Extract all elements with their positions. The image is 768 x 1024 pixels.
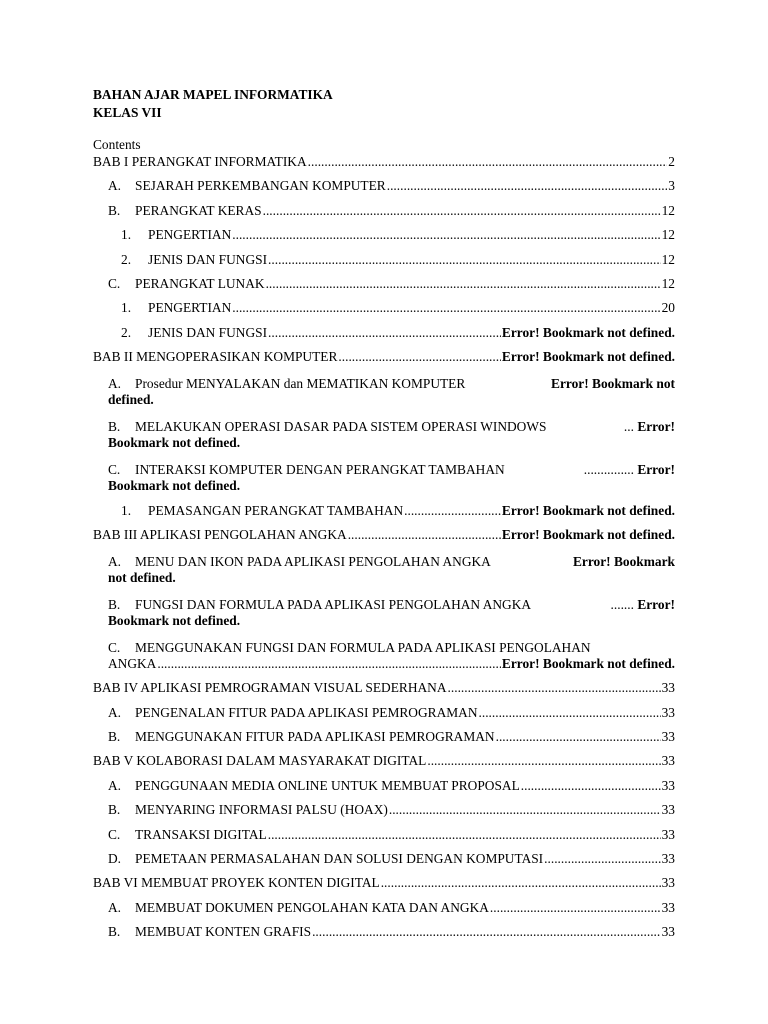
toc-entry-text: MEMBUAT KONTEN GRAFIS <box>135 924 312 940</box>
toc-entry-number: A. <box>108 899 122 915</box>
toc-entry-page: 33 <box>661 753 675 769</box>
toc-entry-text: BAB III APLIKASI PENGOLAHAN ANGKA <box>93 526 347 542</box>
toc-entry-number: 1. <box>121 502 132 518</box>
toc-entry-text: INTERAKSI KOMPUTER DENGAN PERANGKAT TAMBAHAN <box>135 462 505 478</box>
toc-entry-number: B. <box>108 202 121 218</box>
toc-entry-page: 33 <box>661 924 675 940</box>
toc-entry[interactable] <box>93 341 675 365</box>
toc-leader-dots <box>308 154 668 170</box>
toc-entry-page: 33 <box>661 802 675 818</box>
toc-entry-text: TRANSAKSI DIGITAL <box>135 826 267 842</box>
toc-entry-page: 33 <box>661 680 675 696</box>
toc-entry-page: Error! Bookmark not defined. <box>501 655 675 671</box>
toc-entry-page: Error! <box>637 596 675 612</box>
document-title <box>93 86 333 122</box>
toc-entry-number: C. <box>108 275 121 291</box>
toc-entry-page: 33 <box>661 875 675 891</box>
toc-leader-dots <box>266 276 661 292</box>
toc-entry-text: JENIS DAN FUNGSI <box>148 324 268 340</box>
toc-entry[interactable] <box>93 818 675 842</box>
toc-entry-page: 12 <box>661 275 675 291</box>
toc-leader-dots <box>427 753 660 769</box>
toc-entry[interactable] <box>93 170 675 194</box>
toc-entry-text: PENGGUNAAN MEDIA ONLINE UNTUK MEMBUAT PROPOSAL <box>135 777 520 793</box>
toc-entry-page: 33 <box>661 899 675 915</box>
toc-entry-page: Error! Bookmark not <box>551 376 675 392</box>
toc-entry-page: 33 <box>661 704 675 720</box>
toc-entry-text: JENIS DAN FUNGSI <box>148 251 268 267</box>
toc-entry[interactable] <box>93 745 675 769</box>
toc-entry-number: A. <box>108 178 122 194</box>
toc-leader-dots <box>496 729 661 745</box>
toc-entry-page-cont: defined. <box>108 392 154 408</box>
toc-entry[interactable] <box>93 916 675 940</box>
toc-entry-page-cont: Bookmark not defined. <box>108 435 241 451</box>
toc-entry[interactable] <box>93 519 675 543</box>
toc-entry[interactable] <box>93 794 675 818</box>
toc-entry-text: MENU DAN IKON PADA APLIKASI PENGOLAHAN ANGKA <box>135 553 491 569</box>
toc-entry-number: A. <box>108 704 122 720</box>
toc-entry-number: 2. <box>121 251 132 267</box>
toc-entry-text: BAB VI MEMBUAT PROYEK KONTEN DIGITAL <box>93 875 380 891</box>
toc-leader-dots <box>268 325 501 341</box>
table-of-contents <box>93 153 675 940</box>
toc-entry-text: PEMETAAN PERMASALAHAN DAN SOLUSI DENGAN KOMPUTASI <box>135 851 544 867</box>
toc-entry-number: B. <box>108 419 121 435</box>
toc-entry-text: BAB I PERANGKAT INFORMATIKA <box>93 154 307 169</box>
toc-entry[interactable] <box>93 672 675 696</box>
toc-entry-text: PENGENALAN FITUR PADA APLIKASI PEMROGRAMAN <box>135 704 478 720</box>
toc-entry-page: Error! Bookmark <box>572 553 675 569</box>
toc-leader-dots <box>232 227 660 243</box>
toc-entry-number: B. <box>108 729 121 745</box>
toc-entry[interactable] <box>93 696 675 720</box>
toc-entry-text: MEMBUAT DOKUMEN PENGOLAHAN KATA DAN ANGKA <box>135 899 489 915</box>
toc-entry-text: BAB V KOLABORASI DALAM MASYARAKAT DIGITAL <box>93 753 427 769</box>
toc-entry-text: Prosedur MENYALAKAN dan MEMATIKAN KOMPUTER <box>135 376 466 392</box>
toc-entry-page: 33 <box>661 851 675 867</box>
toc-entry-text: SEJARAH PERKEMBANGAN KOMPUTER <box>135 178 386 194</box>
toc-entry-page: 2 <box>668 154 675 169</box>
toc-leader-dots <box>381 875 661 891</box>
toc-leader-dots <box>389 802 661 818</box>
toc-entry-number: C. <box>108 462 121 478</box>
toc-entry[interactable] <box>93 365 675 408</box>
toc-entry-page: Error! <box>637 462 675 478</box>
toc-entry-number: A. <box>108 376 122 392</box>
toc-leader-dots <box>544 851 660 867</box>
toc-entry-number: C. <box>108 639 121 655</box>
toc-leader-dots <box>448 680 661 696</box>
toc-entry-page: 12 <box>661 251 675 267</box>
document-title-line2: KELAS VII <box>93 105 162 120</box>
toc-entry[interactable] <box>93 194 675 218</box>
toc-leader-dots <box>348 527 501 543</box>
toc-entry-text: FUNGSI DAN FORMULA PADA APLIKASI PENGOLAHAN ANGKA <box>135 596 532 612</box>
toc-entry-text: BAB IV APLIKASI PEMROGRAMAN VISUAL SEDERHANA <box>93 680 447 696</box>
toc-leader-dots: ............... <box>583 462 638 478</box>
toc-entry[interactable] <box>93 153 675 170</box>
toc-leader-dots <box>387 178 668 194</box>
toc-entry-text: PENGERTIAN <box>148 227 232 243</box>
toc-entry-number: 1. <box>121 300 132 316</box>
toc-entry[interactable] <box>93 543 675 586</box>
toc-entry-page-cont: not defined. <box>108 569 176 585</box>
toc-leader-dots <box>232 300 660 316</box>
toc-entry-page: 12 <box>661 202 675 218</box>
toc-entry-text: PERANGKAT LUNAK <box>135 275 265 291</box>
toc-entry-page: 33 <box>661 729 675 745</box>
toc-leader-dots <box>312 924 661 940</box>
toc-entry-text-cont: ANGKA <box>108 655 157 671</box>
toc-entry-page: 20 <box>661 300 675 316</box>
toc-entry[interactable] <box>93 292 675 316</box>
toc-entry[interactable] <box>93 243 675 267</box>
document-title-line1: BAHAN AJAR MAPEL INFORMATIKA <box>93 87 333 102</box>
toc-entry-number: A. <box>108 777 122 793</box>
toc-leader-dots <box>268 252 661 268</box>
toc-entry[interactable] <box>93 408 675 451</box>
toc-entry[interactable] <box>93 769 675 793</box>
toc-entry-text: PENGERTIAN <box>148 300 232 316</box>
toc-entry[interactable] <box>93 891 675 915</box>
toc-entry-text: MENYARING INFORMASI PALSU (HOAX) <box>135 802 388 818</box>
toc-entry[interactable] <box>93 451 675 494</box>
toc-leader-dots <box>268 827 661 843</box>
toc-entry-page: 12 <box>661 227 675 243</box>
contents-heading: Contents <box>93 137 141 152</box>
toc-entry-number: B. <box>108 596 121 612</box>
toc-entry-page-cont: Bookmark not defined. <box>108 612 241 628</box>
toc-entry[interactable] <box>93 843 675 867</box>
toc-entry[interactable] <box>93 721 675 745</box>
toc-entry[interactable] <box>93 268 675 292</box>
toc-entry-text: MENGGUNAKAN FITUR PADA APLIKASI PEMROGRAMAN <box>135 729 495 745</box>
toc-entry-page: 33 <box>661 777 675 793</box>
toc-entry-number: B. <box>108 802 121 818</box>
toc-entry[interactable] <box>93 219 675 243</box>
toc-entry-page: Error! Bookmark not defined. <box>501 349 675 365</box>
toc-entry-page: Error! Bookmark not defined. <box>501 502 675 518</box>
toc-leader-dots <box>157 656 501 672</box>
toc-entry[interactable] <box>93 586 675 629</box>
toc-entry-page: Error! <box>637 419 675 435</box>
toc-leader-dots: ....... <box>610 596 638 612</box>
toc-leader-dots <box>479 705 661 721</box>
toc-entry-text: MENGGUNAKAN FUNGSI DAN FORMULA PADA APLIKASI PENGOLAHAN <box>135 639 591 655</box>
toc-entry-number: C. <box>108 826 121 842</box>
toc-leader-dots <box>490 900 661 916</box>
toc-leader-dots <box>263 203 661 219</box>
toc-entry-text: MELAKUKAN OPERASI DASAR PADA SISTEM OPERASI WINDOWS <box>135 419 547 435</box>
toc-entry[interactable] <box>93 629 675 672</box>
toc-entry[interactable] <box>93 494 675 518</box>
toc-entry-page-cont: Bookmark not defined. <box>108 478 241 494</box>
toc-entry-page: 3 <box>668 178 675 194</box>
toc-entry-number: D. <box>108 851 122 867</box>
toc-entry-number: 1. <box>121 227 132 243</box>
toc-entry-number: B. <box>108 924 121 940</box>
toc-entry-number: 2. <box>121 324 132 340</box>
toc-entry-page: 33 <box>661 826 675 842</box>
toc-leader-dots <box>521 778 661 794</box>
toc-leader-dots: ... <box>623 419 638 435</box>
toc-entry-number: A. <box>108 553 122 569</box>
toc-entry-text: PEMASANGAN PERANGKAT TAMBAHAN <box>148 502 404 518</box>
toc-entry-text: PERANGKAT KERAS <box>135 202 262 218</box>
toc-leader-dots <box>338 349 501 365</box>
toc-leader-dots <box>404 503 501 519</box>
toc-entry-page: Error! Bookmark not defined. <box>501 526 675 542</box>
toc-entry-text: BAB II MENGOPERASIKAN KOMPUTER <box>93 349 338 365</box>
toc-entry[interactable] <box>93 316 675 340</box>
toc-entry[interactable] <box>93 867 675 891</box>
toc-entry-page: Error! Bookmark not defined. <box>501 324 675 340</box>
